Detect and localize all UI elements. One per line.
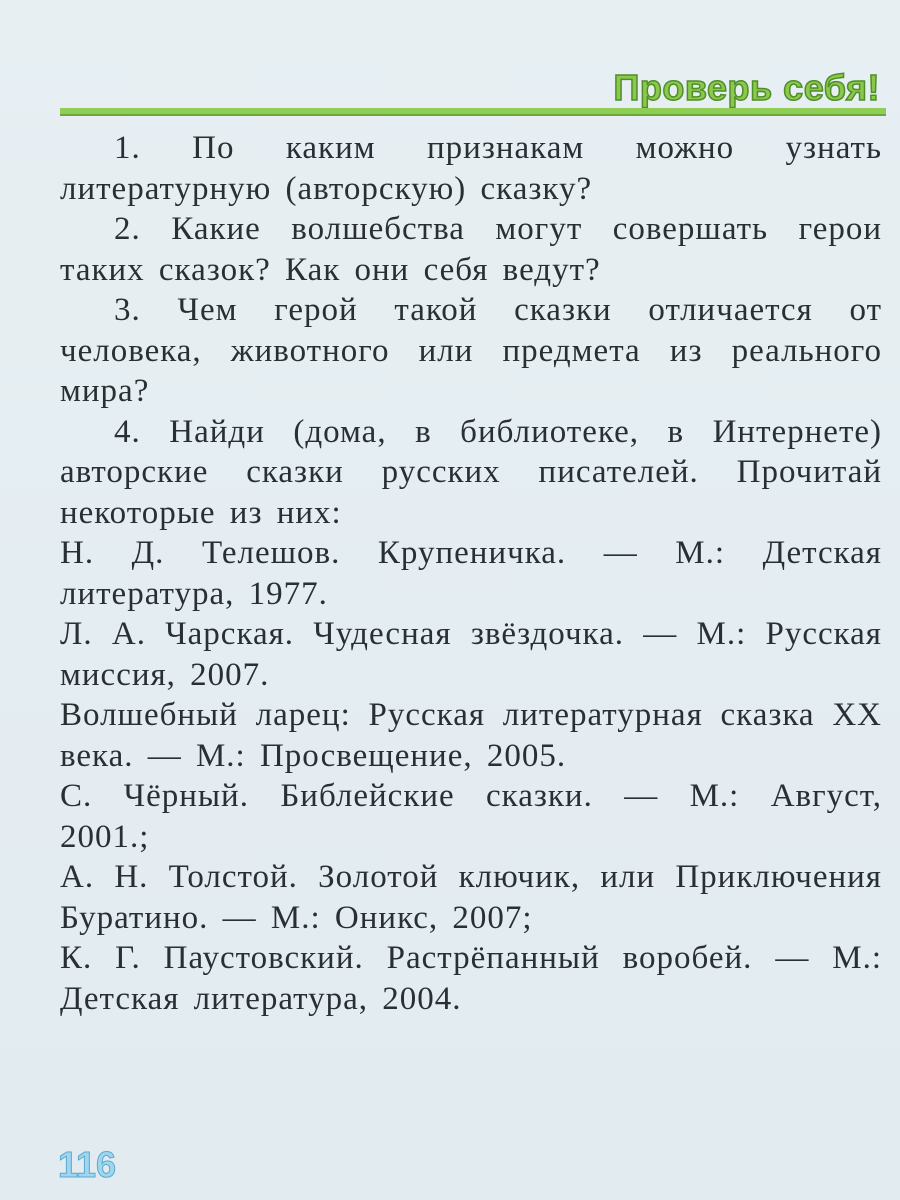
question-1: 1. По каким признакам можно узнать литературную (авторскую) сказку? (60, 130, 882, 207)
reference-3: Волшебный ларец: Русская литературная сказка XX века. — М.: Просвещение, 2005. (60, 697, 882, 774)
section-title: Проверь себя! (613, 67, 880, 108)
page-number: 116 (58, 1144, 117, 1185)
question-2: 2. Какие волшебства могут совершать герои таких сказок? Как они себя ведут? (60, 211, 882, 288)
header-divider (60, 108, 886, 116)
reference-5: А. Н. Толстой. Золотой ключик, или Приключения Буратино. — М.: Оникс, 2007; (60, 859, 882, 936)
reference-1: Н. Д. Телешов. Крупеничка. — М.: Детская литература, 1977. (60, 535, 882, 612)
reference-6: К. Г. Паустовский. Растрёпанный воробей. — М.: Детская литература, 2004. (60, 940, 882, 1017)
question-4: 4. Найди (дома, в библиотеке, в Интернете) авторские сказки русских писателей. Прочитай некоторые из них: (60, 413, 882, 531)
reference-2: Л. А. Чарская. Чудесная звёздочка. — М.: Русская миссия, 2007. (60, 616, 882, 693)
section-header (60, 62, 886, 120)
reference-4: С. Чёрный. Библейские сказки. — М.: Август, 2001.; (60, 778, 882, 855)
question-3: 3. Чем герой такой сказки отличается от человека, животного или предмета из реального мира? (60, 292, 882, 409)
page-content (60, 128, 882, 1019)
